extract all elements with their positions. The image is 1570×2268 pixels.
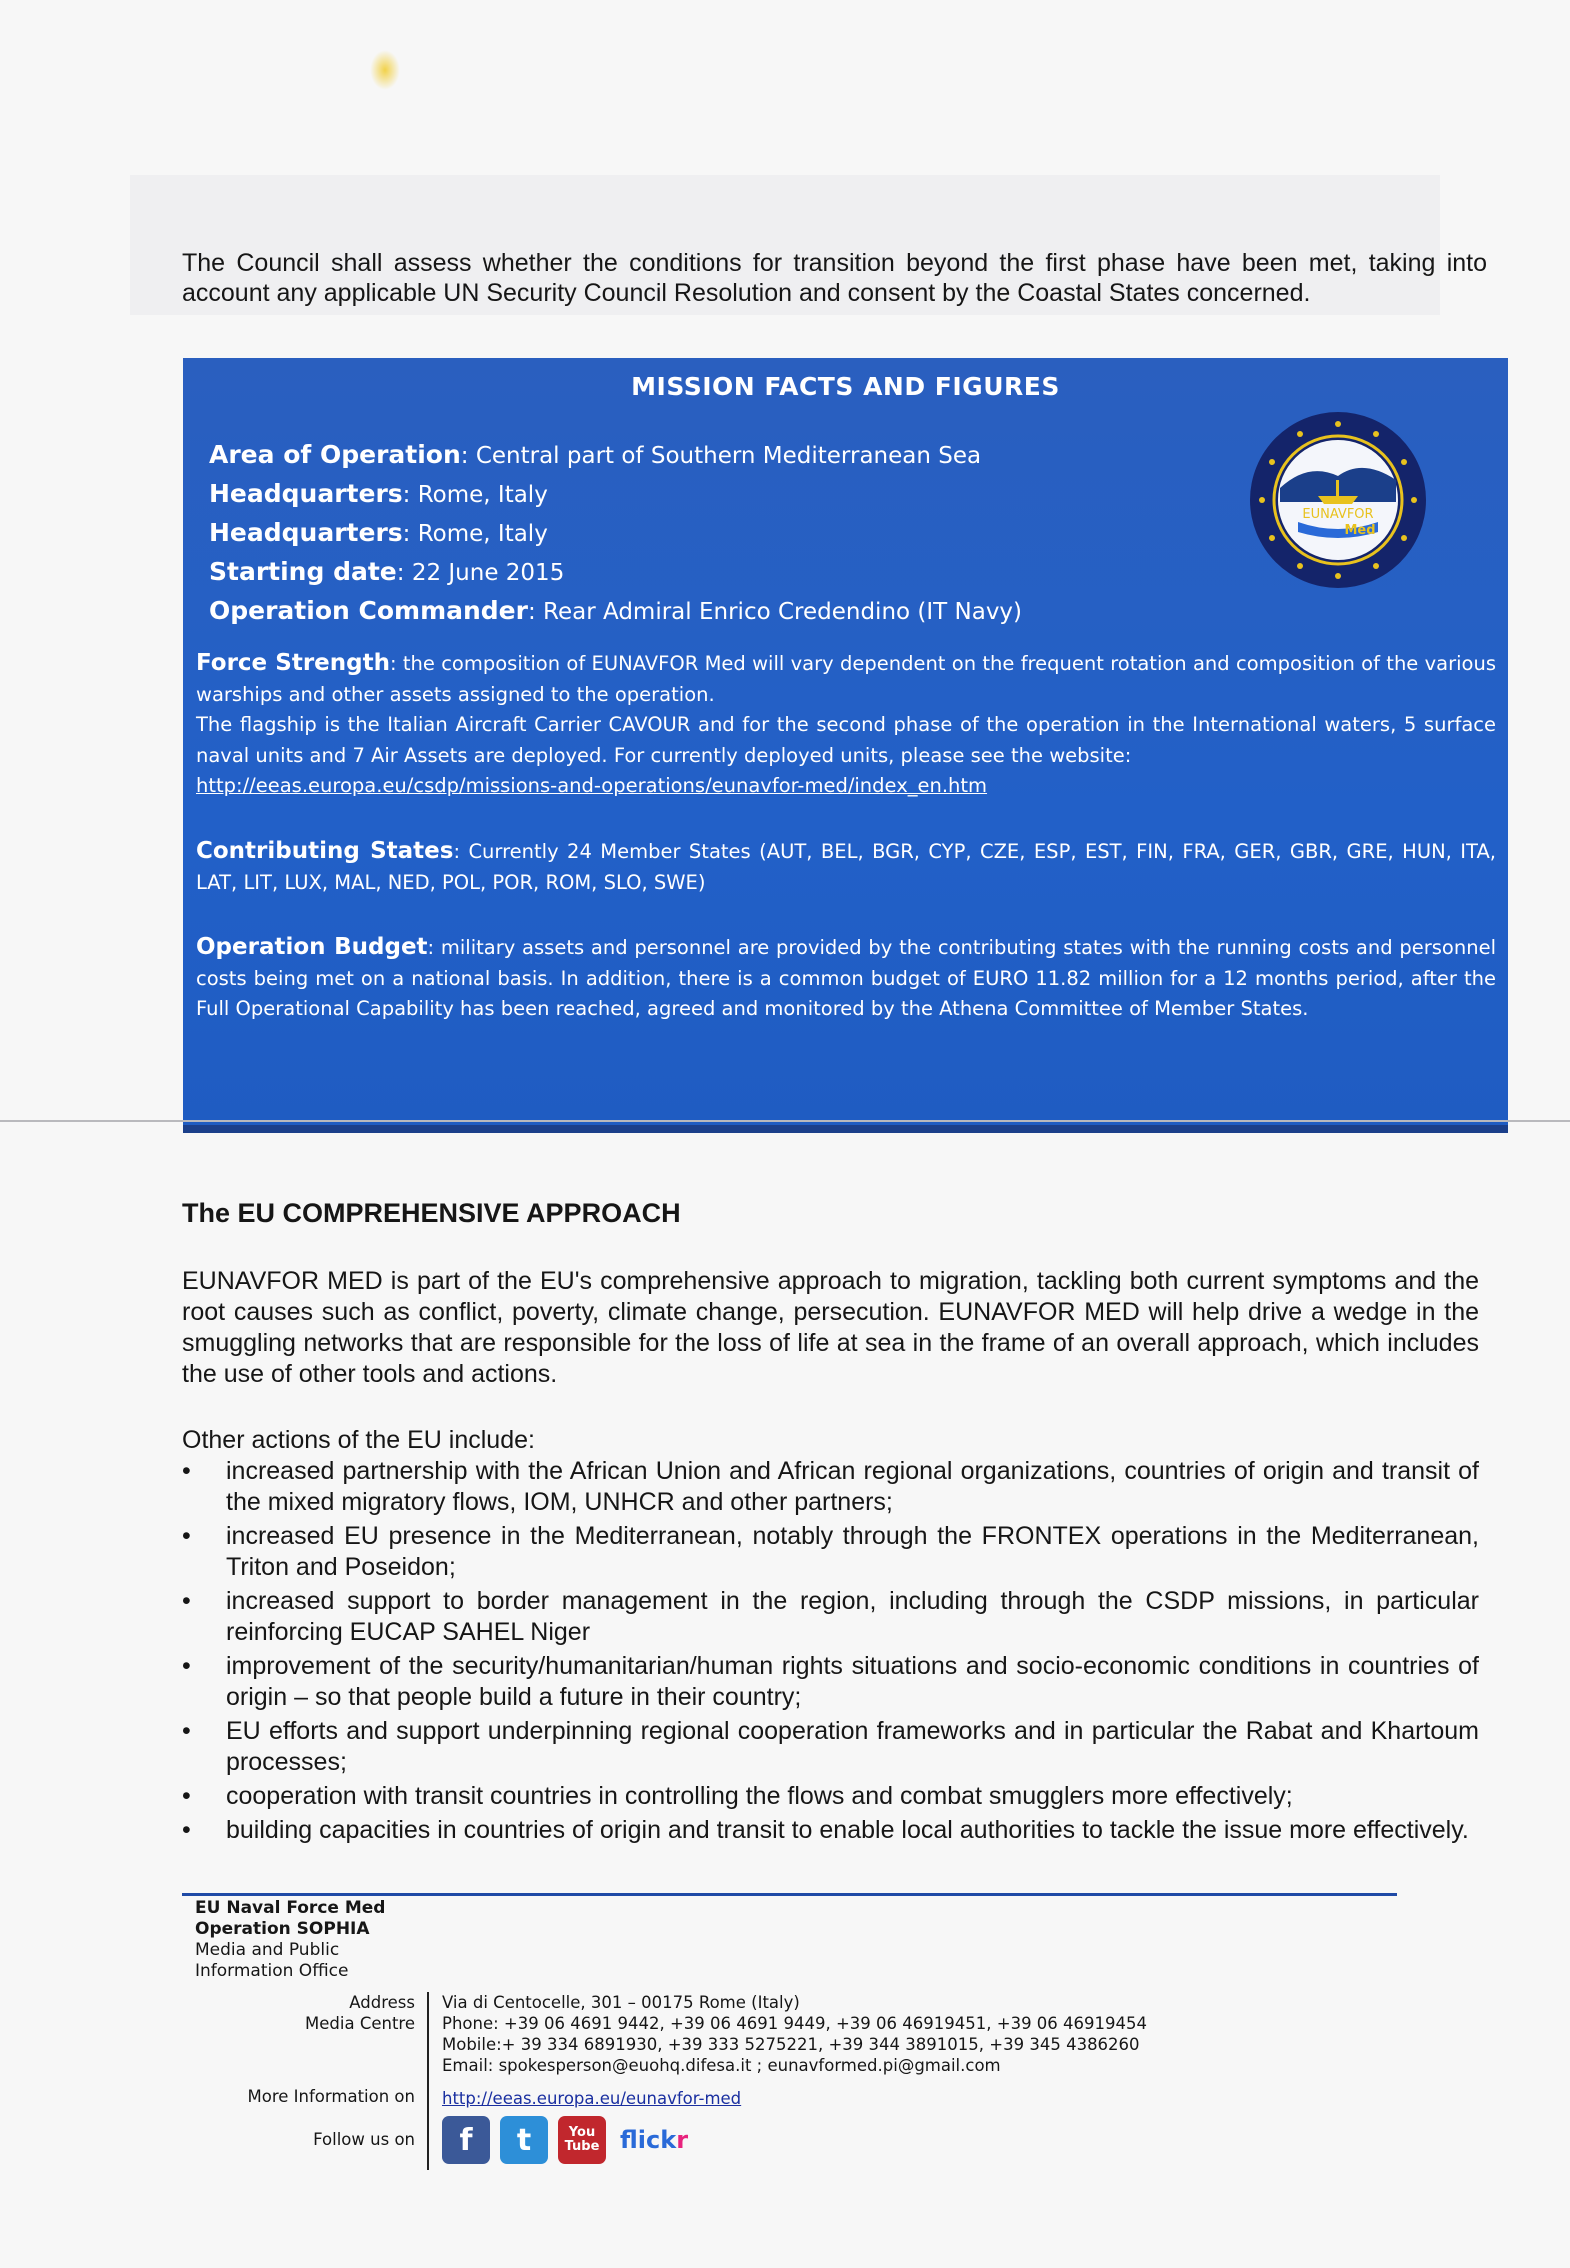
media-centre-label: Media Centre — [305, 2014, 415, 2033]
fact-area-of-operation: Area of Operation: Central part of Southern Mediterranean Sea — [209, 440, 982, 469]
fact-headquarters-repeat: Headquarters: Rome, Italy — [209, 518, 548, 547]
contributing-states-paragraph: Contributing States: Currently 24 Member States (AUT, BEL, BGR, CYP, CZE, ESP, EST, FIN, FRA, GER, GBR, GRE, HUN, ITA, LAT, LIT, LUX, MAL, NED, POL, POR, ROM, SLO, SWE) — [196, 838, 1496, 894]
facts-bottom-bar — [183, 1125, 1508, 1133]
list-item: • increased EU presence in the Mediterranean, notably through the FRONTEX operations in the Mediterranean, Triton and Poseidon; — [182, 1521, 1479, 1583]
more-info-label: More Information on — [247, 2087, 415, 2106]
list-item: • increased support to border management in the region, including through the CSDP missions, in particular reinforcing EUCAP SAHEL Niger — [182, 1586, 1479, 1648]
mission-facts-box — [183, 358, 1508, 1133]
footer-rule — [182, 1893, 1397, 1896]
facts-title: MISSION FACTS AND FIGURES — [631, 372, 1060, 401]
actions-list — [182, 1456, 1479, 1849]
social-links — [442, 2115, 692, 2165]
fact-starting-date: Starting date: 22 June 2015 — [209, 557, 565, 586]
footer-organization: EU Naval Force Med Operation SOPHIA Media and Public Information Office — [195, 1898, 386, 1981]
seal-text-line2: Med — [1344, 523, 1376, 538]
list-item: • cooperation with transit countries in controlling the flows and combat smugglers more effectively; — [182, 1781, 1479, 1812]
key-facts-list — [209, 436, 1109, 631]
phone-value: Phone: +39 06 4691 9442, +39 06 4691 9449, +39 06 46919451, +39 06 46919454 — [442, 2014, 1148, 2033]
address-value: Via di Centocelle, 301 – 00175 Rome (Italy) — [442, 1993, 800, 2012]
footer-values — [442, 1992, 1292, 2109]
facebook-icon[interactable]: f — [442, 2116, 490, 2164]
page-fold-line — [0, 1120, 1570, 1122]
twitter-icon[interactable]: t — [500, 2116, 548, 2164]
list-item: • improvement of the security/humanitarian/human rights situations and socio-economic conditions in countries of origin – so that people build a future in their country; — [182, 1651, 1479, 1713]
email-value: Email: spokesperson@euohq.difesa.it ; eunavformed.pi@gmail.com — [442, 2056, 1001, 2075]
flickr-icon[interactable]: flick r — [620, 2125, 689, 2154]
seal-text-line1: EUNAVFOR — [1302, 507, 1374, 522]
intro-paragraph: The Council shall assess whether the conditions for transition beyond the first phase have been met, taking into account any applicable UN Security Council Resolution and consent by the Coastal States concerned. — [182, 249, 1487, 307]
more-info-link[interactable]: http://eeas.europa.eu/eunavfor-med — [442, 2089, 742, 2108]
force-strength-link[interactable]: http://eeas.europa.eu/csdp/missions-and-operations/eunavfor-med/index_en.htm — [196, 774, 988, 797]
section-heading: The EU COMPREHENSIVE APPROACH — [182, 1198, 681, 1228]
eunavfor-seal-icon — [1248, 410, 1428, 590]
list-item: • building capacities in countries of origin and transit to enable local authorities to tackle the issue more effectively. — [182, 1815, 1479, 1846]
list-item: • EU efforts and support underpinning regional cooperation frameworks and in particular the Rabat and Khartoum processes; — [182, 1716, 1479, 1778]
footer-divider — [427, 1992, 429, 2170]
section-body: EUNAVFOR MED is part of the EU's comprehensive approach to migration, tackling both current symptoms and the root causes such as conflict, poverty, climate change, persecution. EUNAVFOR MED will help drive a wedge in the smuggling networks that are responsible for the loss of life at sea in the frame of an overall approach, which includes the use of other tools and actions. — [182, 1267, 1479, 1388]
list-item: • increased partnership with the African Union and African regional organizations, countries of origin and transit of the mixed migratory flows, IOM, UNHCR and other partners; — [182, 1456, 1479, 1518]
other-actions-intro: Other actions of the EU include: — [182, 1426, 535, 1454]
operation-budget-paragraph: Operation Budget: military assets and personnel are provided by the contributing states with the running costs and personnel costs being met on a national basis. In addition, there is a common budget of EURO 11.82 million for a 12 months period, after the Full Operational Capability has been reached, agreed and monitored by the Athena Committee of Member States. — [196, 934, 1496, 1020]
scan-stain — [370, 50, 400, 90]
follow-label: Follow us on — [313, 2130, 415, 2149]
fact-headquarters: Headquarters: Rome, Italy — [209, 479, 548, 508]
force-strength-paragraph: Force Strength: the composition of EUNAVFOR Med will vary dependent on the frequent rotation and composition of the various warships and other assets assigned to the operation. The flagship is the Italian Aircraft Carrier CAVOUR and for the second phase of the operation in the International waters, 5 surface naval units and 7 Air Assets are deployed. For currently deployed units, please see the website: http://eeas.europa.eu/csdp/missions-and-operations/eunavfor-med/index_en.htm — [196, 650, 1496, 797]
fact-operation-commander: Operation Commander: Rear Admiral Enrico Credendino (IT Navy) — [209, 596, 1023, 625]
address-label: Address — [349, 1993, 415, 2012]
footer-labels — [195, 1992, 415, 2150]
youtube-icon[interactable]: You Tube — [558, 2116, 606, 2164]
mobile-value: Mobile:+ 39 334 6891930, +39 333 5275221, +39 344 3891015, +39 345 4386260 — [442, 2035, 1140, 2054]
